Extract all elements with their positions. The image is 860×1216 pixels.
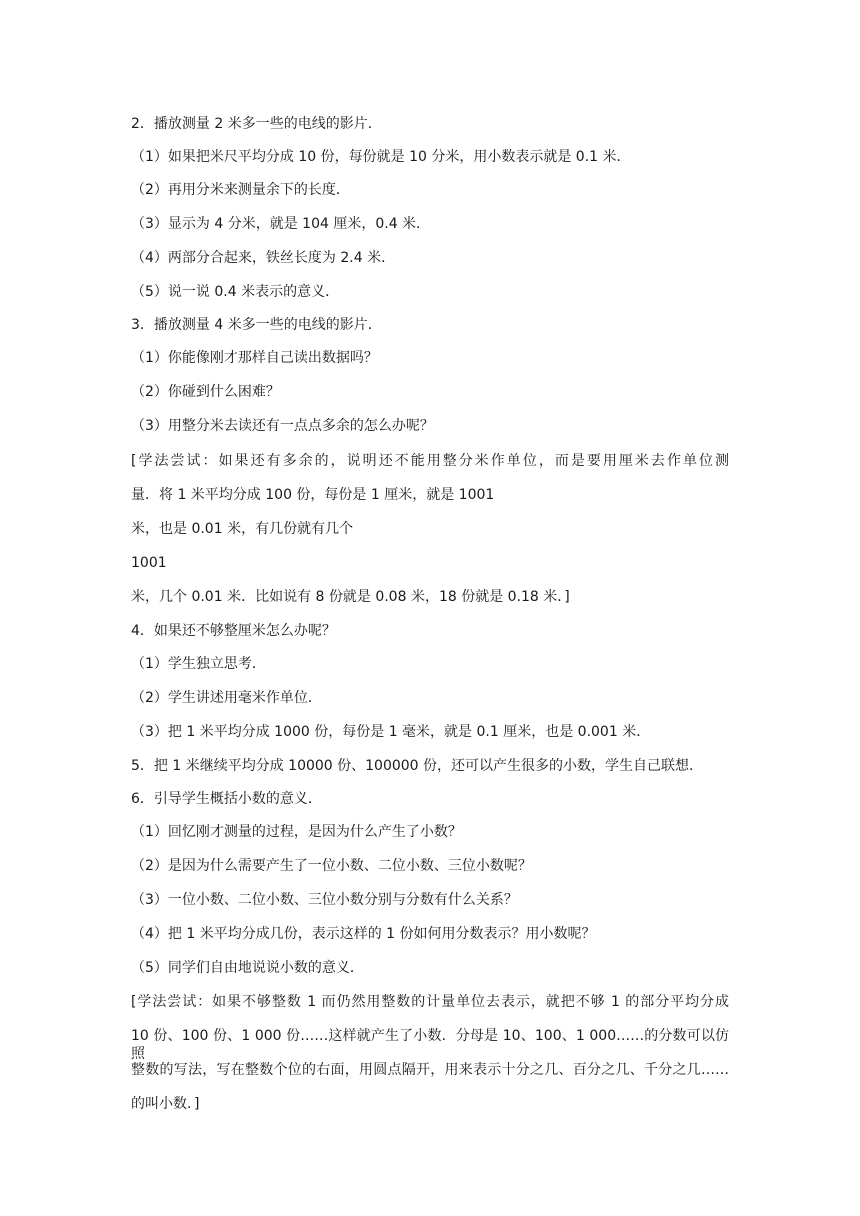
text-line: （5）同学们自由地说说小数的意义． xyxy=(131,960,364,976)
section-heading-2: 2．播放测量 2 米多一些的电线的影片． xyxy=(131,116,382,132)
text-line: （5）说一说 0.4 米表示的意义． xyxy=(131,284,340,300)
text-line: 米，也是 0.01 米，有几份就有几个 xyxy=(131,521,354,537)
section-heading-3: 3．播放测量 4 米多一些的电线的影片． xyxy=(131,317,382,333)
text-line: [学法尝试：如果还有多余的，说明还不能用整分米作单位，而是要用厘米去作单位测 xyxy=(131,453,729,469)
text-line: [学法尝试：如果不够整数 1 而仍然用整数的计量单位去表示，就把不够 1 的部分平均分成 xyxy=(131,994,729,1010)
text-line: （4）把 1 米平均分成几份，表示这样的 1 份如何用分数表示？用小数呢？ xyxy=(131,926,596,942)
text-line: （3）一位小数、二位小数、三位小数分别与分数有什么关系？ xyxy=(131,892,518,908)
text-line: （4）两部分合起来，铁丝长度为 2.4 米． xyxy=(131,250,396,266)
text-line: （2）再用分米来测量余下的长度． xyxy=(131,182,350,198)
text-line: （1）如果把米尺平均分成 10 份，每份就是 10 分米，用小数表示就是 0.1 米． xyxy=(131,149,631,165)
text-line: （3）显示为 4 分米，就是 104 厘米，0.4 米． xyxy=(131,216,431,232)
text-line: （1）你能像刚才那样自己读出数据吗？ xyxy=(131,350,378,366)
text-line: 1001 xyxy=(131,555,167,571)
text-line: （1）学生独立思考． xyxy=(131,656,266,672)
text-line: 10 份、100 份、1 000 份……这样就产生了小数．分母是 10、100、1 000……的分数可以仿照 xyxy=(131,1028,729,1062)
text-line: （1）回忆刚才测量的过程，是因为什么产生了小数？ xyxy=(131,824,462,840)
text-line: 的叫小数．] xyxy=(131,1096,200,1112)
text-line: （3）用整分米去读还有一点点多余的怎么办呢？ xyxy=(131,418,434,434)
text-line: （2）学生讲述用毫米作单位． xyxy=(131,690,322,706)
text-line: 整数的写法，写在整数个位的右面，用圆点隔开，用来表示十分之几、百分之几、千分之几…… xyxy=(131,1062,729,1078)
text-line: （2）你碰到什么困难？ xyxy=(131,384,280,400)
text-line: （3）把 1 米平均分成 1000 份，每份是 1 毫米，就是 0.1 厘米，也是 0.001 米． xyxy=(131,724,651,740)
text-line: （2）是因为什么需要产生了一位小数、二位小数、三位小数呢？ xyxy=(131,858,532,874)
text-line: 量．将 1 米平均分成 100 份，每份是 1 厘米，就是 1001 xyxy=(131,487,495,503)
text-line: 米，几个 0.01 米．比如说有 8 份就是 0.08 米，18 份就是 0.18 米．] xyxy=(131,589,570,605)
section-heading-4: 4．如果还不够整厘米怎么办呢？ xyxy=(131,623,336,639)
section-heading-5: 5．把 1 米继续平均分成 10000 份、100000 份，还可以产生很多的小数，学生自己联想． xyxy=(131,758,704,774)
section-heading-6: 6．引导学生概括小数的意义． xyxy=(131,791,322,807)
